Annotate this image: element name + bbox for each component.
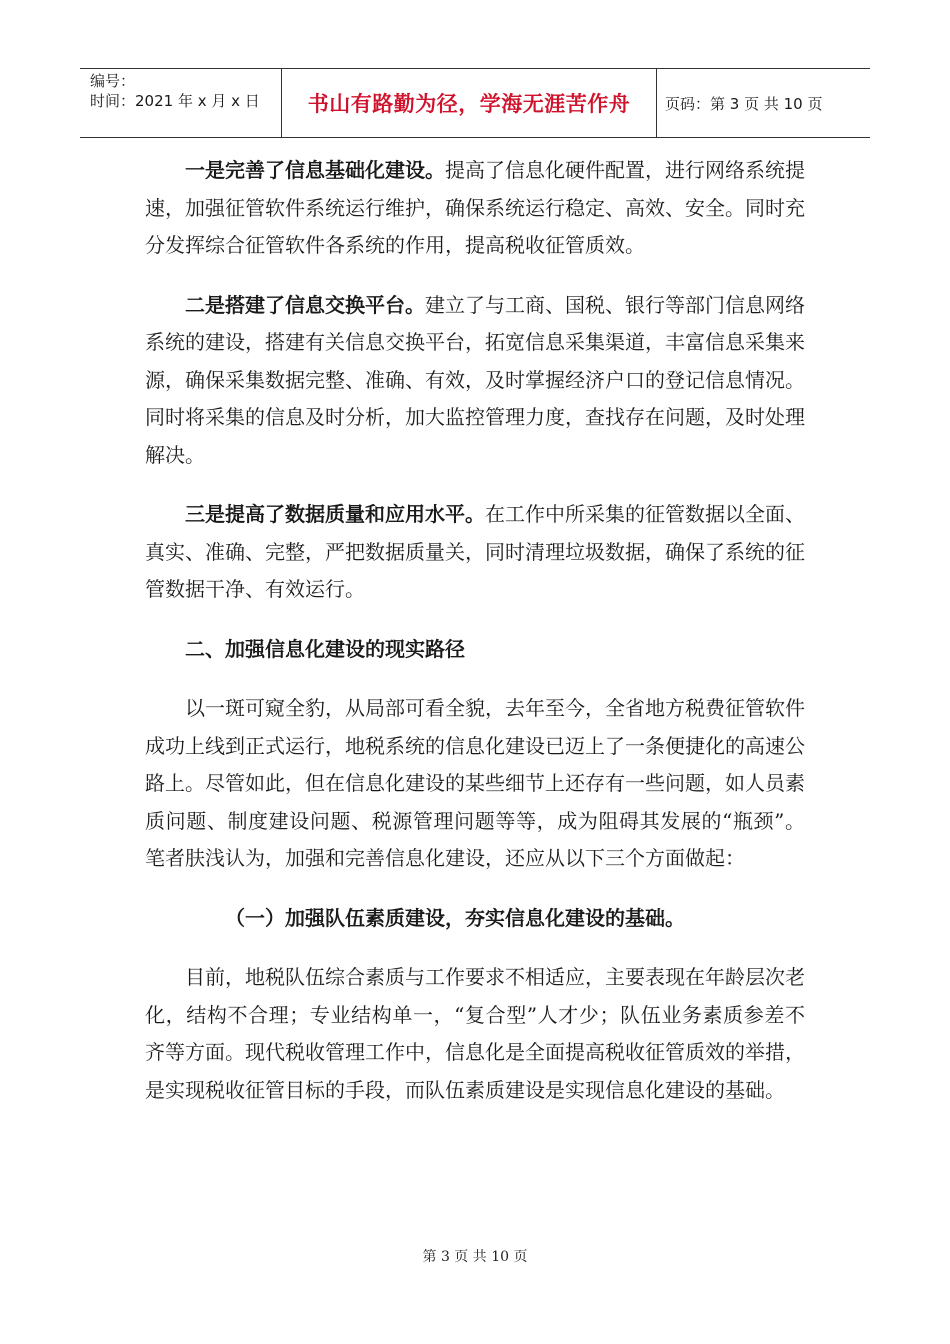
- paragraph-1-lead: 一是完善了信息基础化建设。: [185, 158, 445, 182]
- paragraph-1: [145, 152, 805, 265]
- document-header: [80, 68, 870, 138]
- paragraph-2-lead: 二是搭建了信息交换平台。: [185, 292, 425, 317]
- section-heading: 二、加强信息化建设的现实路径: [185, 636, 465, 661]
- document-number: 编号：: [90, 72, 136, 90]
- subsection-paragraph: 目前，地税队伍综合素质与工作要求不相适应，主要表现在年龄层次老化，结构不合理；专业结构单一，“复合型”人才少；队伍业务素质参差不齐等方面。现代税收管理工作中，信息化是全面提高税收征管质效的举措，是实现税收征管目标的手段，而队伍素质建设是实现信息化建设的基础。: [145, 965, 805, 1102]
- document-body: [145, 152, 805, 1131]
- paragraph-2: [145, 287, 805, 475]
- paragraph-3-lead: 三是提高了数据质量和应用水平。: [185, 502, 485, 526]
- section-paragraph: 以一斑可窥全豹，从局部可看全貌，去年至今，全省地方税费征管软件成功上线到正式运行，地税系统的信息化建设已迈上了一条便捷化的高速公路上。尽管如此，但在信息化建设的某些细节上还存有一些问题，如人员素质问题、制度建设问题、税源管理问题等等，成为阻碍其发展的“瓶颈”。笔者肤浅认为，加强和完善信息化建设，还应从以下三个方面做起：: [145, 696, 805, 870]
- header-page-info: 页码：第 3 页 共 10 页: [665, 94, 823, 113]
- paragraph-3: [145, 496, 805, 609]
- paragraph-1-text: 提高了信息化硬件配置，进行网络系统提速，加强征管软件系统运行维护，确保系统运行稳定、高效、安全。同时充分发挥综合征管软件各系统的作用，提高税收征管质效。: [145, 158, 805, 257]
- header-meta: [80, 69, 282, 137]
- subsection-heading: （一）加强队伍素质建设，夯实信息化建设的基础。: [225, 905, 685, 930]
- paragraph-2-text: 建立了与工商、国税、银行等部门信息网络系统的建设，搭建有关信息交换平台，拓宽信息采集渠道，丰富信息采集来源，确保采集数据完整、准确、有效，及时掌握经济户口的登记信息情况。同时将采集的信息及时分析，加大监控管理力度，查找存在问题，及时处理解决。: [145, 292, 805, 467]
- document-date: 时间：2021 年 x 月 x 日: [90, 92, 260, 110]
- paragraph-3-text: 在工作中所采集的征管数据以全面、真实、准确、完整，严把数据质量关，同时清理垃圾数据，确保了系统的征管数据干净、有效运行。: [145, 502, 805, 601]
- header-motto: 书山有路勤为径，学海无涯苦作舟: [282, 69, 657, 137]
- page-footer: 第 3 页 共 10 页: [422, 1249, 528, 1265]
